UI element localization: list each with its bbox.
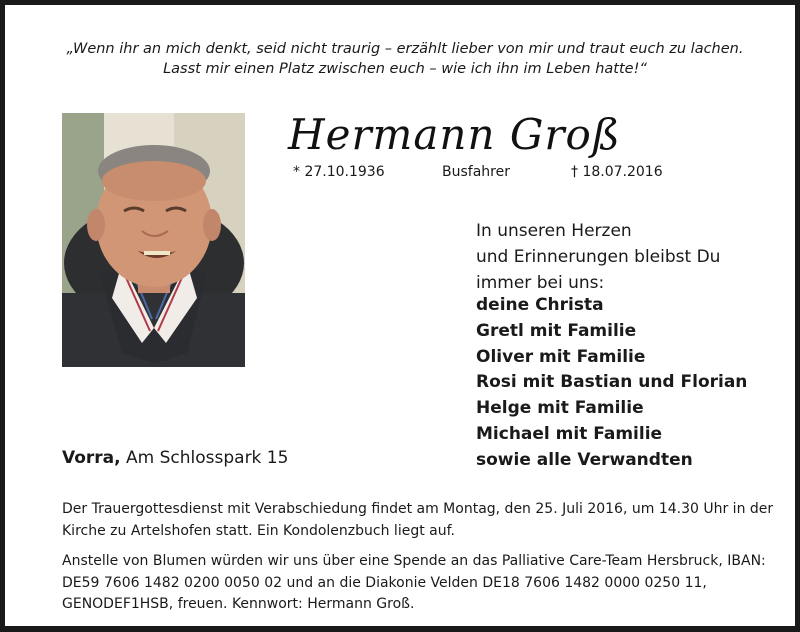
verse-line: In unseren Herzen: [476, 221, 632, 241]
address-town: Vorra,: [62, 448, 121, 468]
verse-line: immer bei uns:: [476, 272, 605, 293]
death-date: † 18.07.2016: [571, 164, 663, 180]
mourners-list: [476, 293, 776, 474]
quote-line-2: Lasst mir einen Platz zwischen euch – wie ich ihn im Leben hatte!“: [163, 61, 647, 77]
mourner-entry: Helge mit Familie: [476, 398, 644, 419]
mourner-entry: Oliver mit Familie: [476, 346, 646, 367]
memorial-verse: [476, 219, 776, 296]
deceased-name: Hermann Groß: [288, 110, 621, 159]
mourner-entry: sowie alle Verwandten: [476, 449, 693, 470]
mourner-entry: Gretl mit Familie: [476, 320, 637, 341]
birth-date: * 27.10.1936: [293, 164, 385, 180]
mourner-entry: deine Christa: [476, 295, 604, 315]
portrait-photo: [62, 113, 245, 367]
occupation: Busfahrer: [442, 164, 510, 180]
funeral-service-info: Der Trauergottesdienst mit Verabschiedung findet am Montag, den 25. Juli 2016, um 14.30 Uhr in der Kirche zu Artelshofen statt. Ein Kondolenzbuch liegt auf.: [62, 501, 774, 539]
address-street: Am Schlosspark 15: [126, 448, 289, 468]
memorial-quote: [45, 39, 765, 79]
mourner-entry: Rosi mit Bastian und Florian: [476, 372, 748, 393]
donation-info: Anstelle von Blumen würden wir uns über eine Spende an das Palliative Care-Team Hersbruck, IBAN: DE59 7606 1482 0200 0050 02 und an die Diakonie Velden DE18 7606 1482 0000 0250 11, GENODEF1HSB, freuen. Kennwort: Hermann Groß.: [62, 553, 766, 612]
verse-line: und Erinnerungen bleibst Du: [476, 246, 721, 267]
portrait-photo-image: [62, 113, 245, 367]
family-address: [62, 447, 288, 469]
quote-line-1: „Wenn ihr an mich denkt, seid nicht traurig – erzählt lieber von mir und traut euch zu lachen.: [66, 41, 744, 57]
mourner-entry: Michael mit Familie: [476, 423, 663, 444]
